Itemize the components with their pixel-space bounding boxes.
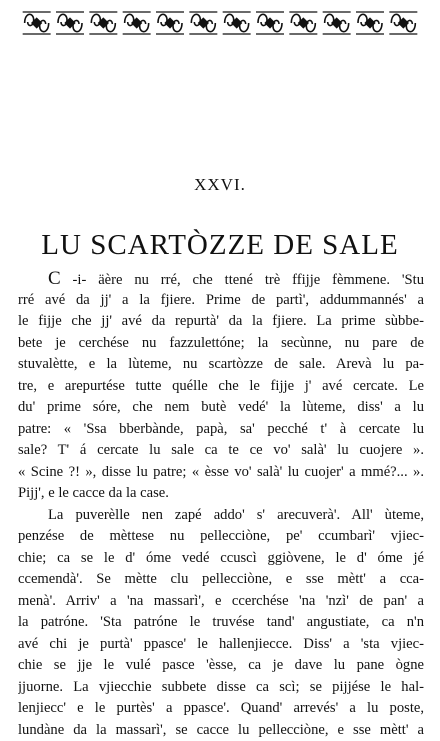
text-line: La puverèlle nen zapé addo' s' arecuverà'. All' ùteme, xyxy=(18,505,424,527)
paragraph-1 xyxy=(18,268,424,505)
text-line: lundàne da la massarì', se cacce lu pellecciòne, e sse mètt' a xyxy=(18,720,424,741)
text-line: avé chi je purtà' ppasce' le hallenjiecce. Diss' a 'sta vjiec- xyxy=(18,634,424,656)
text-line: lenjiecc' e le purtès' a ppasce'. Quand' arrevés' a lu poste, xyxy=(18,698,424,720)
ornament-motif xyxy=(289,12,317,34)
ornament-motif xyxy=(189,12,217,34)
text-line xyxy=(18,268,424,290)
ornament-motif xyxy=(389,12,417,34)
ornament-motif xyxy=(89,12,117,34)
ornament-motif xyxy=(23,12,51,34)
text-line: la patróne. 'Sta patróne le truvése tand' angustiate, ca n'n xyxy=(18,612,424,634)
text-line: ccemendà'. Se mètte clu pellecciòne, e sse mètt' a cca- xyxy=(18,569,424,591)
ornament-motif xyxy=(123,12,151,34)
text-line: bete je cerchése nu fazzulettóne; la secùnne, nu pare de xyxy=(18,333,424,355)
text-line: le fijje che jj' avé da repurtà' da la fjiere. La prime sùbbe- xyxy=(18,311,424,333)
ornament-motif xyxy=(223,12,251,34)
text-line: « Scine ?! », disse lu patre; « èsse vo' salà' lu cuojer' a mmé?... ». xyxy=(18,462,424,484)
text-line: chie se jje le vulé pasce 'èsse, ca je dave lu pane ògne xyxy=(18,655,424,677)
drop-cap: C xyxy=(48,268,61,289)
text-line: sale? T' á cercate lu sale ca te ce vo' salà' lu cuojere ». xyxy=(18,440,424,462)
chapter-title: LU SCARTÒZZE DE SALE xyxy=(0,229,440,262)
ornament-motif xyxy=(356,12,384,34)
text-line: stuvalètte, e la lùteme, nu scartòzze de sale. Arevà lu pa- xyxy=(18,354,424,376)
text-line: Pijj', e le cacce da la case. xyxy=(18,483,424,505)
paragraph-2 xyxy=(18,505,424,741)
ornament-motif xyxy=(56,12,84,34)
text-line: patre: « 'Ssa bberbànde, papà, sa' pecché t' à cercate lu xyxy=(18,419,424,441)
line-text: -i- äère nu rré, che ttené trè ffijje fèmmene. 'Stu xyxy=(61,272,424,288)
ornament-motif xyxy=(156,12,184,34)
decorative-border-ornament-icon xyxy=(20,8,420,38)
ornament-motif xyxy=(256,12,284,34)
text-line: chie; ca se le d' óme vedé ccuscì ggiòvene, le d' óme jé xyxy=(18,548,424,570)
text-line: menà'. Arriv' a 'na massarì', e ccerchése 'na 'nzì' de pan' a xyxy=(18,591,424,613)
text-line: jjuorne. La vjiecchie subbete disse ca scì; se pijjése le hal- xyxy=(18,677,424,699)
text-line: penzése de mèttese nu pellecciòne, pe' ccumbarì' vjiec- xyxy=(18,526,424,548)
body-text xyxy=(18,268,424,741)
chapter-number: XXVI. xyxy=(0,175,440,195)
text-line: du' prime sóre, che nem butè vedé' la lùteme, diss' a lu xyxy=(18,397,424,419)
text-line: tre, e arepurtése tutte quélle che le fijje j' avé cercate. Le xyxy=(18,376,424,398)
ornament-motif xyxy=(323,12,351,34)
text-line: rré avé da jj' a la fjiere. Prime de partì', addummannés' a xyxy=(18,290,424,312)
